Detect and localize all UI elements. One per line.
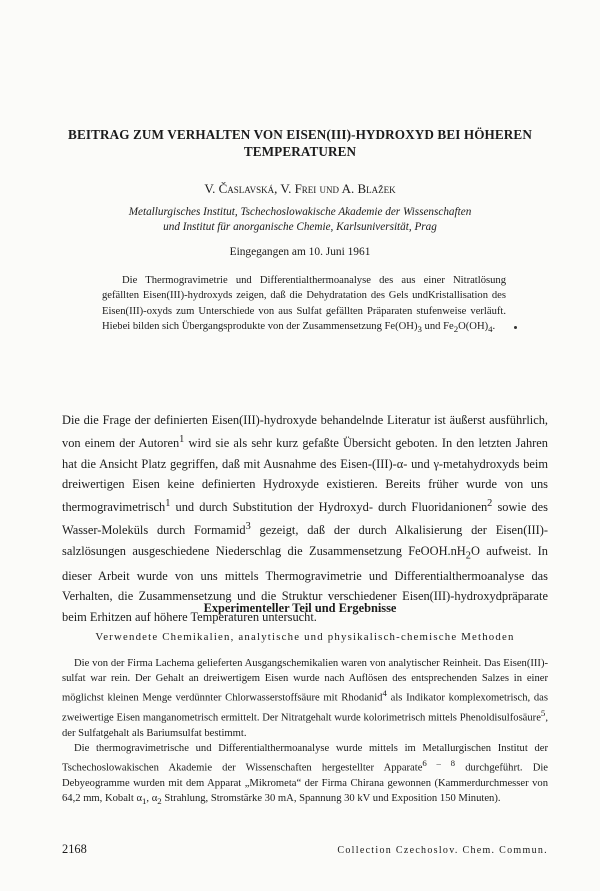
abstract-paragraph: Die Thermogravimetrie und Differentialthermoanalyse des aus einer Nitratlösung gefällten Eisen(III)-hydroxyds zeigen, daß die Dehydratation des Gels undKristallisation des Eisen(III)-oxyds zum Unterschiede von aus Sulfat gefällten Präparaten stufenweise verläuft. Hiebei bilden sich Übergangsprodukte von der Zusammensetzung $Fe(OH)_3$ und $Fe_2O(OH)_4$.	[102, 275, 506, 335]
article-title-line-2: TEMPERATUREN	[243, 144, 357, 159]
affiliation-line-2: und Institut für anorganische Chemie, Karlsuniversität, Prag	[163, 221, 437, 233]
journal-name: Collection Czechoslov. Chem. Commun.	[337, 845, 548, 856]
affiliation	[40, 205, 560, 235]
methods-text	[62, 656, 548, 810]
subsection-heading: Verwendete Chemikalien, analytische und physikalisch-chemische Methoden	[95, 631, 515, 643]
methods-paragraph-2: Die thermogravimetrische und Differentialthermoanalyse wurde mittels im Metallurgischen Institut der Tschechoslowakischen Akademie der Wissenschaften hergestellter Apparate$^{6 - 8}$ durchgeführt. Die Debyeogramme wurden mit dem Apparat „Mikrometa“ der Firma Chirana gewonnen (Kammerdurchmesser von 64,2 mm, Kobalt $\alpha_1$, $\alpha_2$ Strahlung, Stromstärke 30 mA, Spannung 30 kV und Exposition 150 Minuten).	[62, 743, 549, 807]
abstract	[102, 273, 506, 338]
affiliation-line-1: Metallurgisches Institut, Tschechoslowakische Akademie der Wissenschaften	[128, 206, 472, 218]
section-heading: Experimenteller Teil und Ergebnisse	[203, 601, 397, 615]
author-list: V. Časlavská, V. Frei und A. Blažek	[204, 181, 396, 196]
page-number: 2168	[62, 842, 87, 856]
introduction	[62, 410, 548, 627]
introduction-paragraph: Die die Frage der definierten Eisen(III)-hydroxyde behandelnde Literatur ist äußerst ausführlich, von einem der Autoren$^1$ wird sie als sehr kurz gefaßte Übersicht geboten. In den letzten Jahren hat die Ansicht Platz gegriffen, daß mit Ausnahme des Eisen-(III)-α- und γ-metahydroxyds beim dreiwertigen Eisen keine definierten Hydroxyde existieren. Bereits früher wurde von uns thermogravimetrisch$^1$ und durch Substitution der Hydroxyd- durch Fluoridanionen$^2$ sowie des Wasser-Moleküls durch Formamid$^3$ gezeigt, daß der durch Alkalisierung der Eisen(III)-salzlösungen ausgeschiedene Niederschlag die Zusammensetzung $FeOOH.nH_2O$ aufweist. In dieser Arbeit wurde von uns mittels Thermogravimetrie und Differentialthermoanalyse das Verhalten, die Zusammensetzung und die Struktur verschiedener Eisen(III)-hydroxydpräparate beim Erhitzen auf höhere Temperaturen untersucht.	[62, 413, 549, 624]
methods-paragraph-1: Die von der Firma Lachema gelieferten Ausgangschemikalien waren von analytischer Reinheit. Das Eisen(III)-sulfat war rein. Der Gehalt an dreiwertigem Eisen wurde nach Auflösen des entsprechenden Salzes in einer möglichst kleinen Menge verdünnter Chlorwasserstoffsäure mit Rhodanid$^4$ als Indikator komplexometrisch, das zweiwertige Eisen manganometrisch ermittelt. Der Nitratgehalt wurde kolorimetrisch mittels Phenoldisulfosäure$^5$, der Sulfatgehalt als Bariumsulfat bestimmt.	[62, 658, 548, 739]
margin-mark	[514, 326, 517, 329]
received-date: Eingegangen am 10. Juni 1961	[229, 246, 371, 258]
article-title-line-1: BEITRAG ZUM VERHALTEN VON EISEN(III)-HYDROXYD BEI HÖHEREN	[68, 127, 532, 142]
article-title	[40, 126, 560, 160]
